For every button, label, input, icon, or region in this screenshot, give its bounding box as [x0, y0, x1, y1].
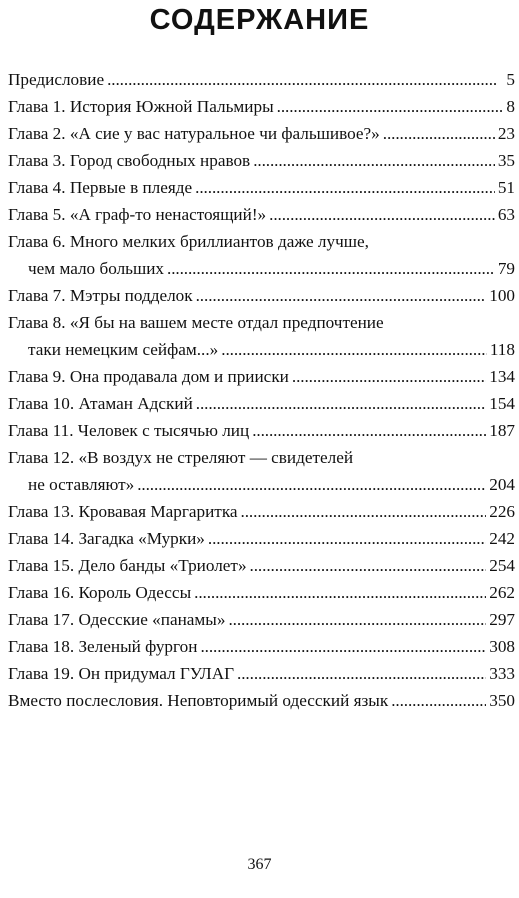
toc-entry-page: 242: [489, 529, 515, 548]
toc-entry: [8, 282, 515, 309]
toc-entry: [8, 687, 515, 714]
toc-entry-title: Глава 14. Загадка «Мурки»: [8, 529, 205, 548]
toc-entry-page: 297: [489, 610, 515, 629]
dot-leader: [237, 660, 486, 687]
toc-entry-line: [8, 444, 515, 471]
toc-entry-title: Глава 3. Город свободных нравов: [8, 151, 251, 170]
toc-entry-title: Глава 8. «Я бы на вашем месте отдал предпочтение: [8, 313, 384, 332]
toc-entry: [8, 309, 515, 363]
dot-leader: [228, 606, 486, 633]
dot-leader: [200, 633, 486, 660]
dot-leader: [252, 417, 486, 444]
toc-entry-title: Предисловие: [8, 70, 105, 89]
toc-entry-title: Глава 4. Первые в плеяде: [8, 178, 193, 197]
toc-entry-title: Глава 9. Она продавала дом и прииски: [8, 367, 289, 386]
toc-entry-title: Глава 7. Мэтры подделок: [8, 286, 193, 305]
page-number: 367: [247, 856, 272, 873]
dot-leader: [107, 66, 503, 93]
toc-entry-line: [8, 66, 515, 93]
dot-leader: [250, 552, 487, 579]
toc-entry: [8, 147, 515, 174]
toc-entry-page: 23: [497, 124, 515, 143]
dot-leader: [137, 471, 486, 498]
toc-entry: [8, 498, 515, 525]
toc-entry-page: 35: [497, 151, 515, 170]
toc-entry-line: [8, 417, 515, 444]
toc-entry-title: Глава 10. Атаман Адский: [8, 394, 193, 413]
toc-entry-title: Глава 5. «А граф-то ненастоящий!»: [8, 205, 267, 224]
toc-entry-page: 154: [489, 394, 515, 413]
toc-entry-page: 5: [506, 70, 515, 89]
toc-entry: [8, 120, 515, 147]
dot-leader: [221, 336, 487, 363]
dot-leader: [383, 120, 495, 147]
toc-entry-page: 308: [489, 637, 515, 656]
toc-entry: [8, 579, 515, 606]
toc-entry-line: [8, 93, 515, 120]
toc-entry-title: Глава 17. Одесские «панамы»: [8, 610, 226, 629]
toc-entry-line: [8, 255, 515, 282]
toc-entry-page: 79: [497, 259, 515, 278]
dot-leader: [195, 174, 495, 201]
toc-entry: [8, 363, 515, 390]
dot-leader: [253, 147, 495, 174]
toc-entry-title: Глава 18. Зеленый фургон: [8, 637, 198, 656]
toc-entry-line: [8, 552, 515, 579]
toc-entry-line: [8, 282, 515, 309]
toc-entry-line: [8, 606, 515, 633]
toc-entry: [8, 606, 515, 633]
toc-entry: [8, 417, 515, 444]
toc-entry: [8, 201, 515, 228]
toc-entry-page: 204: [489, 475, 515, 494]
toc-entry-line: [8, 471, 515, 498]
toc-entry-title: Глава 12. «В воздух не стреляют — свидетелей: [8, 448, 354, 467]
table-of-contents: [8, 66, 515, 714]
toc-entry-page: 100: [489, 286, 515, 305]
toc-entry-title: Глава 1. История Южной Пальмиры: [8, 97, 274, 116]
dot-leader: [196, 282, 487, 309]
dot-leader: [196, 390, 486, 417]
dot-leader: [391, 687, 486, 714]
toc-entry-line: [8, 174, 515, 201]
toc-entry-line: [8, 363, 515, 390]
toc-entry-line: [8, 633, 515, 660]
toc-entry-title: Глава 19. Он придумал ГУЛАГ: [8, 664, 235, 683]
toc-entry: [8, 390, 515, 417]
toc-entry-page: 262: [489, 583, 515, 602]
toc-entry-page: 226: [489, 502, 515, 521]
toc-entry-title: Глава 13. Кровавая Маргаритка: [8, 502, 238, 521]
toc-entry: [8, 228, 515, 282]
dot-leader: [208, 525, 486, 552]
toc-entry: [8, 93, 515, 120]
toc-entry-title: Глава 6. Много мелких бриллиантов даже лучше,: [8, 232, 369, 251]
toc-entry: [8, 660, 515, 687]
toc-entry-line: [8, 687, 515, 714]
toc-entry-line: [8, 660, 515, 687]
toc-entry: [8, 66, 515, 93]
page-title: СОДЕРЖАНИЕ: [149, 4, 370, 36]
toc-entry-title: Глава 16. Король Одессы: [8, 583, 192, 602]
dot-leader: [194, 579, 486, 606]
toc-entry-line: [8, 390, 515, 417]
toc-entry-page: 350: [489, 691, 515, 710]
toc-entry-title: Глава 15. Дело банды «Триолет»: [8, 556, 247, 575]
toc-entry-line: [8, 147, 515, 174]
toc-entry-page: 134: [489, 367, 515, 386]
toc-entry-title: чем мало больших: [28, 259, 165, 278]
toc-entry-line: [8, 228, 515, 255]
toc-entry-page: 333: [489, 664, 515, 683]
toc-entry: [8, 444, 515, 498]
toc-entry-page: 118: [489, 340, 515, 359]
toc-entry-line: [8, 498, 515, 525]
toc-entry-line: [8, 309, 515, 336]
toc-entry: [8, 633, 515, 660]
toc-entry-title: не оставляют»: [28, 475, 135, 494]
toc-entry-page: 8: [506, 97, 515, 116]
toc-entry: [8, 552, 515, 579]
dot-leader: [292, 363, 486, 390]
dot-leader: [269, 201, 495, 228]
toc-entry-line: [8, 120, 515, 147]
toc-entry-line: [8, 336, 515, 363]
toc-entry-title: Глава 11. Человек с тысячью лиц: [8, 421, 250, 440]
toc-entry: [8, 525, 515, 552]
toc-entry-title: Вместо послесловия. Неповторимый одесский язык: [8, 691, 389, 710]
toc-entry-page: 63: [497, 205, 515, 224]
toc-entry-page: 187: [489, 421, 515, 440]
toc-entry-line: [8, 525, 515, 552]
toc-entry-page: 254: [489, 556, 515, 575]
toc-entry-line: [8, 201, 515, 228]
toc-entry-title: Глава 2. «А сие у вас натуральное чи фальшивое?»: [8, 124, 380, 143]
toc-entry-line: [8, 579, 515, 606]
dot-leader: [277, 93, 504, 120]
toc-entry-page: 51: [497, 178, 515, 197]
dot-leader: [167, 255, 495, 282]
dot-leader: [241, 498, 487, 525]
toc-entry: [8, 174, 515, 201]
toc-entry-title: таки немецким сейфам...»: [28, 340, 219, 359]
